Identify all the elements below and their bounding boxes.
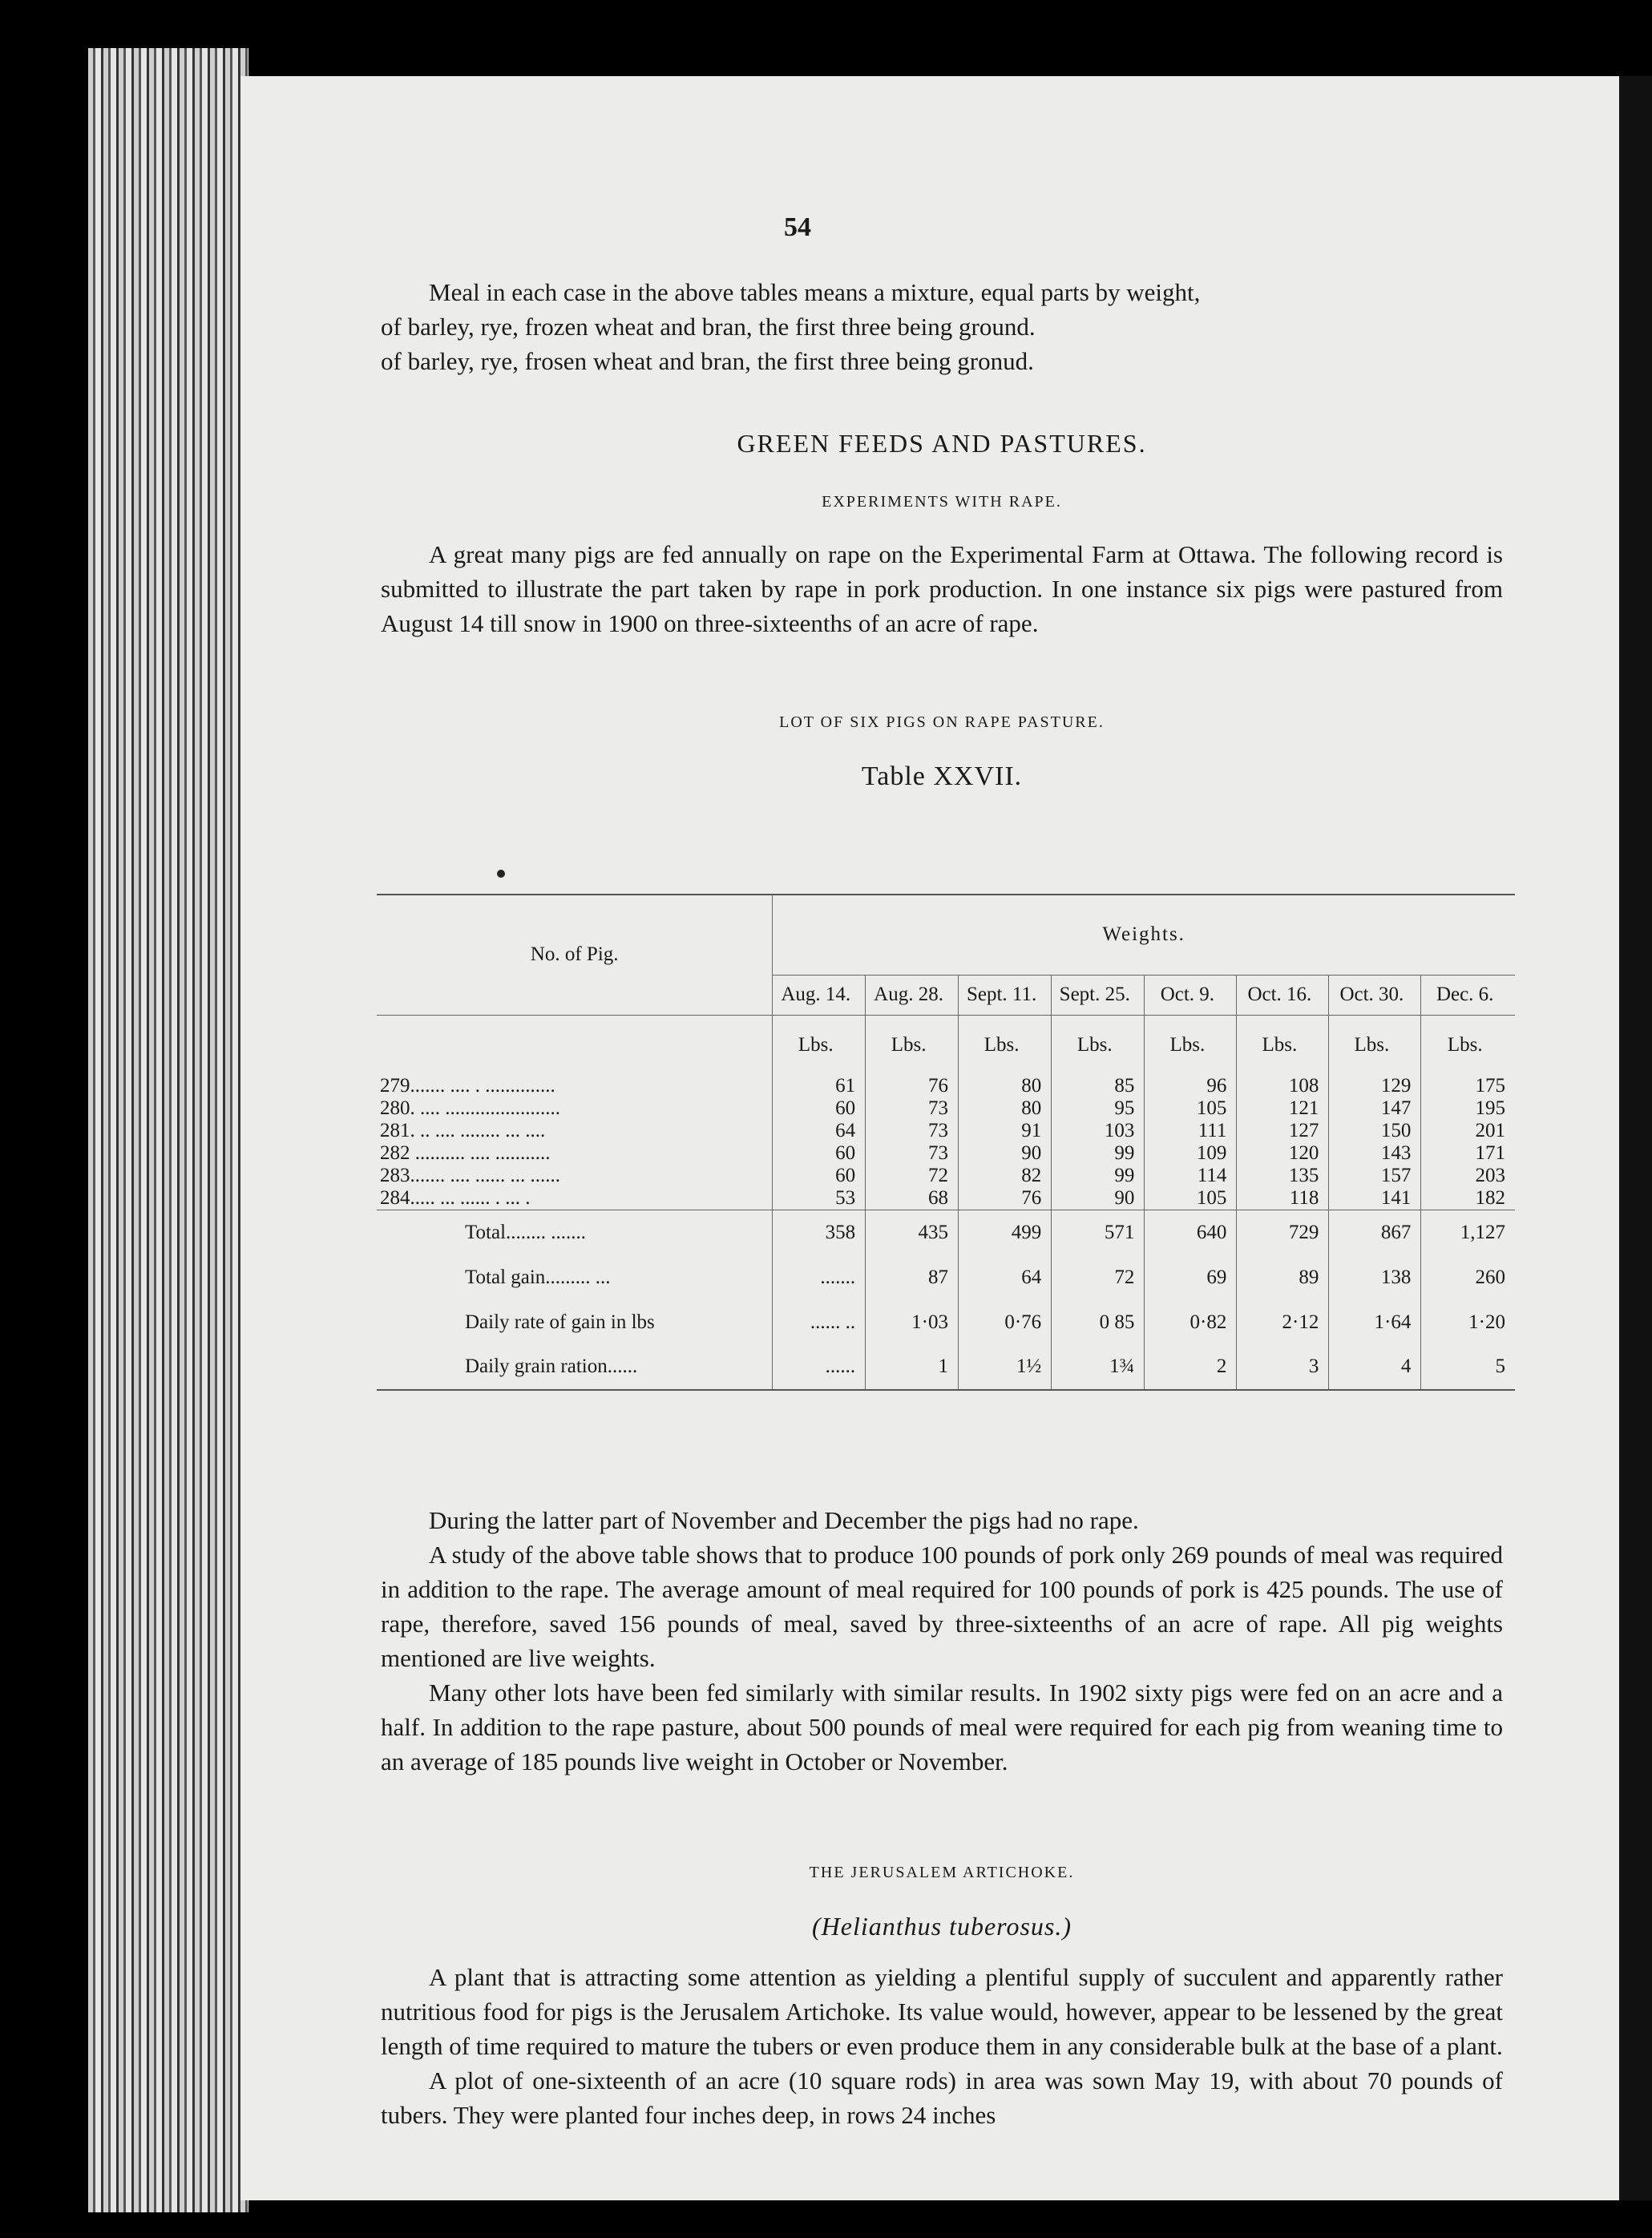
table-cell: 203 [1421, 1165, 1515, 1187]
weights-table [377, 894, 1515, 1391]
table-cell: 195 [1421, 1097, 1515, 1120]
table-cell: 114 [1145, 1165, 1237, 1187]
row-label: 284..... ... ...... . ... . [380, 1187, 531, 1209]
date-header: Oct. 9. [1145, 975, 1237, 1015]
table-row [377, 1165, 1515, 1187]
table-cell: 72 [1052, 1255, 1145, 1300]
table-cell: 103 [1052, 1120, 1145, 1142]
table-cell: 105 [1145, 1187, 1237, 1210]
summary-rows [377, 1210, 1515, 1390]
date-header: Oct. 16. [1237, 975, 1329, 1015]
table-cell: 89 [1237, 1255, 1329, 1300]
table-cell: 91 [959, 1120, 1052, 1142]
row-label: Daily rate of gain in lbs [465, 1311, 655, 1333]
row-label: 282 .......... .... ........... [380, 1142, 551, 1164]
date-header: Oct. 30. [1329, 975, 1421, 1015]
table-cell: 53 [773, 1187, 866, 1210]
table-cell: 1¾ [1052, 1345, 1145, 1390]
after-table-block [381, 1503, 1503, 1779]
paragraph: Many other lots have been fed similarly with similar results. In 1902 sixty pigs were fed on an acre and a half. In addition to the rape pasture, about 500 pounds of meal were required for each pig from weaning time to an average of 185 pounds live weight in October or November. [381, 1678, 1503, 1775]
table-cell: 95 [1052, 1097, 1145, 1120]
table-cell: 4 [1329, 1345, 1421, 1390]
table-cell: 69 [1145, 1255, 1237, 1300]
stray-mark [497, 870, 505, 878]
table-cell: 99 [1052, 1142, 1145, 1165]
table-cell: 80 [959, 1097, 1052, 1120]
unit-label: Lbs. [773, 1015, 866, 1075]
table-cell: 867 [1329, 1210, 1421, 1255]
table-cell: 68 [866, 1187, 959, 1210]
artichoke-latin: (Helianthus tuberosus.) [811, 1912, 1072, 1941]
row-label: Total gain......... ... [465, 1266, 611, 1288]
pig-rows [377, 1075, 1515, 1210]
table-cell: 0 85 [1052, 1300, 1145, 1345]
table-row [377, 1210, 1515, 1255]
table-cell: 64 [773, 1120, 866, 1142]
table-cell: 99 [1052, 1165, 1145, 1187]
unit-label: Lbs. [866, 1015, 959, 1075]
table-cell: 135 [1237, 1165, 1329, 1187]
intro-line-1: Meal in each case in the above tables means a mixture, equal parts by weight, [429, 278, 1201, 306]
paragraph: A study of the above table shows that to produce 100 pounds of pork only 269 pounds of meal was required in addition to the rape. The average amount of meal required for 100 pounds of pork is 425 pounds. The use of rape, therefore, saved 156 pounds of meal, saved by three-sixteenths of an acre of rape. All pig weights mentioned are live weights. [381, 1541, 1503, 1672]
table-cell: 1·03 [866, 1300, 959, 1345]
table-cell: 60 [773, 1142, 866, 1165]
subsection-title: EXPERIMENTS WITH RAPE. [822, 493, 1062, 511]
table-cell: 72 [866, 1165, 959, 1187]
book-page [240, 76, 1635, 2200]
table-cell: 1·20 [1421, 1300, 1515, 1345]
table-cell: 175 [1421, 1075, 1515, 1097]
artichoke-title: THE JERUSALEM ARTICHOKE. [809, 1864, 1075, 1881]
table-cell: 640 [1145, 1210, 1237, 1255]
table-cell: 129 [1329, 1075, 1421, 1097]
intro-block [381, 275, 1503, 378]
table-cell: 2·12 [1237, 1300, 1329, 1345]
unit-label: Lbs. [1237, 1015, 1329, 1075]
date-header: Dec. 6. [1421, 975, 1515, 1015]
table-cell: 1 [866, 1345, 959, 1390]
row-label: 281. .. .... ........ ... .... [380, 1120, 546, 1141]
table-row [377, 1142, 1515, 1165]
table-cell: 64 [959, 1255, 1052, 1300]
table-cell: 260 [1421, 1255, 1515, 1300]
table-cell: 147 [1329, 1097, 1421, 1120]
table-cell: 571 [1052, 1210, 1145, 1255]
row-label: Total........ ....... [465, 1221, 587, 1243]
date-header: Aug. 28. [866, 975, 959, 1015]
table-cell: 1·64 [1329, 1300, 1421, 1345]
table-cell: 73 [866, 1097, 959, 1120]
table-cell: 358 [773, 1210, 866, 1255]
artichoke-block [381, 1960, 1503, 2132]
section-title: GREEN FEEDS AND PASTURES. [737, 429, 1147, 458]
intro-line-3: of barley, rye, frosen wheat and bran, the first three being gronud. [381, 347, 1034, 375]
unit-label: Lbs. [959, 1015, 1052, 1075]
table-cell: 73 [866, 1120, 959, 1142]
table-cell: 121 [1237, 1097, 1329, 1120]
table-row [377, 1187, 1515, 1210]
table-row [377, 1075, 1515, 1097]
table-cell: ...... [773, 1345, 866, 1390]
table-cell: 111 [1145, 1120, 1237, 1142]
rape-paragraph: A great many pigs are fed annually on rape on the Experimental Farm at Ottawa. The following record is submitted to illustrate the part taken by rape in pork production. In one instance six pigs were pastured from August 14 till snow in 1900 on three-sixteenths of an acre of rape. [381, 540, 1503, 637]
unit-label: Lbs. [1421, 1015, 1515, 1075]
table-cell: ...... .. [773, 1300, 866, 1345]
table-cell: 5 [1421, 1345, 1515, 1390]
table-row [377, 1300, 1515, 1345]
table-cell: 143 [1329, 1142, 1421, 1165]
paragraph: A plot of one-sixteenth of an acre (10 square rods) in area was sown May 19, with about 70 pounds of tubers. They were planted four inches deep, in rows 24 inches [381, 2066, 1503, 2129]
table-cell: 105 [1145, 1097, 1237, 1120]
table-cell: 1½ [959, 1345, 1052, 1390]
table-cell: 120 [1237, 1142, 1329, 1165]
table-row [377, 1120, 1515, 1142]
table-cell: 182 [1421, 1187, 1515, 1210]
header-label: No. of Pig. [530, 943, 619, 966]
date-header: Aug. 14. [773, 975, 866, 1015]
table-cell: 0·76 [959, 1300, 1052, 1345]
unit-label: Lbs. [1052, 1015, 1145, 1075]
header-group: Weights. [773, 895, 1515, 975]
table-cell: 150 [1329, 1120, 1421, 1142]
table-cell: 0·82 [1145, 1300, 1237, 1345]
table-cell: 157 [1329, 1165, 1421, 1187]
table-row [377, 1345, 1515, 1390]
table-cell: 90 [959, 1142, 1052, 1165]
row-label: 279....... .... . .............. [380, 1075, 555, 1097]
row-label: 283....... .... ...... ... ...... [380, 1165, 560, 1186]
table-cell: 2 [1145, 1345, 1237, 1390]
date-header: Sept. 11. [959, 975, 1052, 1015]
table-cell: 201 [1421, 1120, 1515, 1142]
table-cell: 85 [1052, 1075, 1145, 1097]
date-header: Sept. 25. [1052, 975, 1145, 1015]
table-cell: 60 [773, 1165, 866, 1187]
table-caption: LOT OF SIX PIGS ON RAPE PASTURE. [779, 713, 1105, 731]
table-cell: 171 [1421, 1142, 1515, 1165]
unit-label: Lbs. [1329, 1015, 1421, 1075]
table-cell: 729 [1237, 1210, 1329, 1255]
table-cell: ....... [773, 1255, 866, 1300]
table-cell: 80 [959, 1075, 1052, 1097]
paragraph: During the latter part of November and December the pigs had no rape. [429, 1506, 1139, 1534]
table-row [377, 1097, 1515, 1120]
table-cell: 76 [866, 1075, 959, 1097]
table-cell: 60 [773, 1097, 866, 1120]
table-cell: 73 [866, 1142, 959, 1165]
intro-line-2: of barley, rye, frozen wheat and bran, the first three being ground. [381, 313, 1036, 341]
table-cell: 435 [866, 1210, 959, 1255]
table-cell: 1,127 [1421, 1210, 1515, 1255]
table-cell: 499 [959, 1210, 1052, 1255]
table-title: Table XXVII. [861, 761, 1023, 791]
table-cell: 109 [1145, 1142, 1237, 1165]
paragraph: A plant that is attracting some attention as yielding a plentiful supply of succulent and apparently rather nutritious food for pigs is the Jerusalem Artichoke. Its value would, however, appear to be lessened by the great length of time required to mature the tubers or even produce them in any considerable bulk at the base of a plant. [381, 1963, 1503, 2060]
table-cell: 118 [1237, 1187, 1329, 1210]
table-cell: 141 [1329, 1187, 1421, 1210]
page-number: 54 [784, 212, 811, 242]
row-label: Daily grain ration...... [465, 1355, 638, 1377]
table-cell: 76 [959, 1187, 1052, 1210]
table-cell: 108 [1237, 1075, 1329, 1097]
table-cell: 3 [1237, 1345, 1329, 1390]
table-cell: 96 [1145, 1075, 1237, 1097]
table-cell: 61 [773, 1075, 866, 1097]
table-cell: 127 [1237, 1120, 1329, 1142]
table-cell: 87 [866, 1255, 959, 1300]
table-cell: 82 [959, 1165, 1052, 1187]
book-page-edges [88, 48, 248, 2212]
table-cell: 90 [1052, 1187, 1145, 1210]
page-gutter [1619, 76, 1652, 2200]
row-label: 280. .... ....................... [380, 1097, 560, 1119]
table-row [377, 1255, 1515, 1300]
unit-label: Lbs. [1145, 1015, 1237, 1075]
rape-paragraph-block [381, 537, 1503, 640]
table-cell: 138 [1329, 1255, 1421, 1300]
